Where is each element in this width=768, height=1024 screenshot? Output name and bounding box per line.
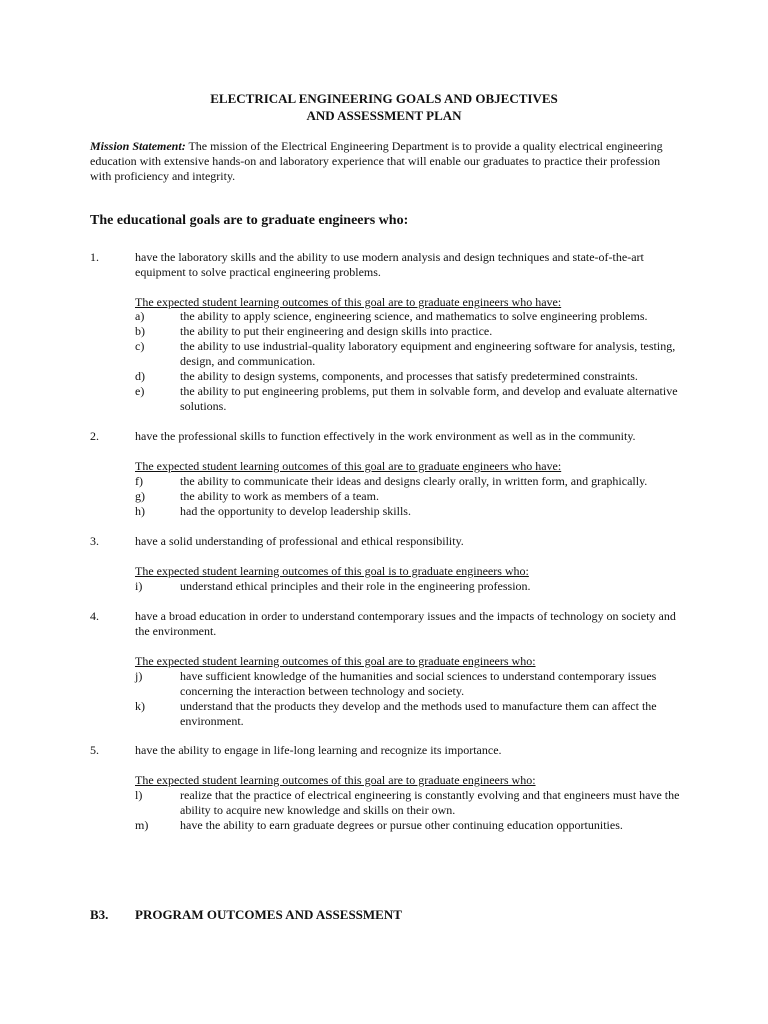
outcome-text: had the opportunity to develop leadership skills. bbox=[180, 504, 411, 518]
goal-number: 5. bbox=[90, 743, 99, 757]
document-title-line-2: AND ASSESSMENT PLAN bbox=[306, 108, 462, 123]
section-title: PROGRAM OUTCOMES AND ASSESSMENT bbox=[135, 907, 402, 922]
outcome-text: the ability to communicate their ideas and designs clearly orally, in written form, and graphically. bbox=[180, 474, 648, 488]
goal-text: have the professional skills to function effectively in the work environment as well as in the community. bbox=[135, 429, 636, 443]
outcome-letter: m) bbox=[135, 818, 149, 832]
outcome-text: have sufficient knowledge of the humanities and social sciences to understand contemporary issues concerning the interaction between technology and society. bbox=[180, 669, 657, 698]
outcomes-intro: The expected student learning outcomes of this goal is to graduate engineers who: bbox=[135, 564, 529, 578]
outcome-letter: i) bbox=[135, 579, 143, 593]
outcome-text: understand ethical principles and their role in the engineering profession. bbox=[180, 579, 531, 593]
outcome-letter: c) bbox=[135, 339, 145, 353]
outcomes-intro: The expected student learning outcomes of this goal are to graduate engineers who have: bbox=[135, 459, 562, 473]
outcome-text: the ability to put their engineering and design skills into practice. bbox=[180, 324, 493, 338]
outcome-letter: k) bbox=[135, 699, 145, 713]
goal-number: 3. bbox=[90, 534, 99, 548]
goal-text: have the ability to engage in life-long learning and recognize its importance. bbox=[135, 743, 502, 757]
goal-number: 4. bbox=[90, 609, 99, 623]
outcome-text: realize that the practice of electrical engineering is constantly evolving and that engineers must have the ability to acquire new knowledge and skills on their own. bbox=[180, 788, 680, 817]
outcome-letter: e) bbox=[135, 384, 145, 398]
section-heading bbox=[90, 907, 402, 923]
goals-heading: The educational goals are to graduate engineers who: bbox=[90, 213, 409, 228]
outcome-text: the ability to work as members of a team. bbox=[180, 489, 379, 503]
outcome-text: have the ability to earn graduate degrees or pursue other continuing education opportunities. bbox=[180, 818, 623, 832]
outcome-text: the ability to apply science, engineering science, and mathematics to solve engineering problems. bbox=[180, 309, 648, 323]
outcome-letter: a) bbox=[135, 309, 145, 323]
outcome-text: the ability to design systems, components, and processes that satisfy predetermined constraints. bbox=[180, 369, 638, 383]
goal-text: have the laboratory skills and the ability to use modern analysis and design techniques and state-of-the-art equipment to solve practical engineering problems. bbox=[135, 250, 644, 279]
goal-number: 2. bbox=[90, 429, 99, 443]
goal-text: have a solid understanding of professional and ethical responsibility. bbox=[135, 534, 464, 548]
outcome-letter: f) bbox=[135, 474, 143, 488]
outcome-text: the ability to put engineering problems, put them in solvable form, and develop and evaluate alternative solutions. bbox=[180, 384, 678, 413]
outcome-letter: l) bbox=[135, 788, 143, 802]
outcome-letter: b) bbox=[135, 324, 145, 338]
outcome-text: understand that the products they develop and the methods used to manufacture them can affect the environment. bbox=[180, 699, 657, 728]
outcome-letter: j) bbox=[135, 669, 143, 683]
mission-statement bbox=[90, 139, 682, 184]
section-number: B3. bbox=[90, 907, 109, 922]
outcome-letter: h) bbox=[135, 504, 145, 518]
mission-statement-label: Mission Statement bbox=[90, 139, 182, 153]
outcomes-intro: The expected student learning outcomes of this goal are to graduate engineers who: bbox=[135, 773, 536, 787]
outcome-text: the ability to use industrial-quality laboratory equipment and engineering software for analysis, testing, design, and communication. bbox=[180, 339, 676, 368]
mission-statement-text: The mission of the Electrical Engineering Department is to provide a quality electrical engineering education with extensive hands-on and laboratory experience that will enable our graduates to practice their profession with proficiency and integrity. bbox=[90, 139, 663, 183]
outcomes-intro: The expected student learning outcomes of this goal are to graduate engineers who: bbox=[135, 654, 536, 668]
mission-statement-colon: : bbox=[181, 139, 186, 153]
outcome-letter: d) bbox=[135, 369, 145, 383]
outcome-letter: g) bbox=[135, 489, 145, 503]
document-title-line-1: ELECTRICAL ENGINEERING GOALS AND OBJECTIVES bbox=[210, 91, 558, 106]
goal-text: have a broad education in order to understand contemporary issues and the impacts of technology on society and the environment. bbox=[135, 609, 676, 638]
goal-number: 1. bbox=[90, 250, 99, 264]
outcomes-intro: The expected student learning outcomes of this goal are to graduate engineers who have: bbox=[135, 295, 562, 309]
